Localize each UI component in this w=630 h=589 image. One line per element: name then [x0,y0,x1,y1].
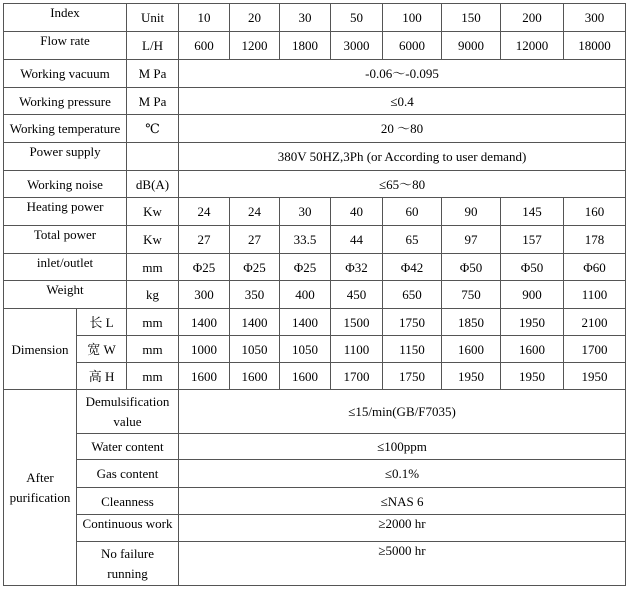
value-cell: 1050 [230,336,280,363]
value-cell: 1750 [383,309,442,336]
model-cell: 10 [179,4,230,32]
value-cell: 1750 [383,363,442,390]
table-row [4,309,626,336]
unit-cell: Kw [127,226,179,254]
table-row [4,4,626,32]
row-label [77,542,179,586]
after-purification-line2: purification [9,489,71,505]
unit-cell: M Pa [127,88,179,115]
row-label: inlet/outlet [4,254,127,281]
model-cell: 300 [564,4,626,32]
model-cell: 100 [383,4,442,32]
value-cell: 44 [331,226,383,254]
value-cell: 20 ～80 [179,115,626,143]
table-row [4,198,626,226]
value-cell: 97 [442,226,501,254]
unit-cell: mm [127,254,179,281]
table-row [4,434,626,460]
value-cell: 24 [179,198,230,226]
value-cell: Φ32 [331,254,383,281]
model-cell: 200 [501,4,564,32]
value-cell: 9000 [442,32,501,60]
value-cell: 1950 [442,363,501,390]
value-cell: 1700 [564,336,626,363]
row-label: Water content [77,434,179,460]
unit-label: Unit [127,4,179,32]
value-cell: Φ50 [501,254,564,281]
value-cell: 1950 [564,363,626,390]
value-cell: 1400 [280,309,331,336]
table-row [4,363,626,390]
value-cell: 750 [442,281,501,309]
table-row [4,336,626,363]
value-cell: 18000 [564,32,626,60]
value-cell: ≥5000 hr [179,542,626,586]
value-cell: Φ25 [280,254,331,281]
table-row [4,171,626,198]
value-cell: 1800 [280,32,331,60]
value-cell: 30 [280,198,331,226]
value-cell: 27 [230,226,280,254]
value-cell: 600 [179,32,230,60]
unit-cell: M Pa [127,60,179,88]
value-cell: 1600 [501,336,564,363]
value-cell: 160 [564,198,626,226]
value-cell: 178 [564,226,626,254]
value-cell: ≥2000 hr [179,515,626,542]
after-purification-line1: After [26,469,54,485]
value-cell: 400 [280,281,331,309]
unit-cell [127,143,179,171]
value-cell: 1000 [179,336,230,363]
value-cell: 1100 [331,336,383,363]
value-cell: 27 [179,226,230,254]
table-row [4,281,626,309]
row-label: Heating power [4,198,127,226]
unit-cell: dB(A) [127,171,179,198]
value-cell: Φ50 [442,254,501,281]
value-cell: 1850 [442,309,501,336]
row-label: Working pressure [4,88,127,115]
value-cell: ≤0.1% [179,460,626,488]
value-cell: 1600 [179,363,230,390]
model-cell: 150 [442,4,501,32]
row-label: Flow rate [4,32,127,60]
value-cell: 2100 [564,309,626,336]
table-row [4,254,626,281]
value-cell: 65 [383,226,442,254]
value-cell: 157 [501,226,564,254]
value-cell: 1950 [501,363,564,390]
value-cell: 1400 [230,309,280,336]
value-cell: 1700 [331,363,383,390]
value-cell: 1950 [501,309,564,336]
row-label: Working noise [4,171,127,198]
table-row [4,32,626,60]
value-cell: 12000 [501,32,564,60]
value-cell: 1400 [179,309,230,336]
model-cell: 50 [331,4,383,32]
value-cell: 350 [230,281,280,309]
row-label [77,390,179,434]
unit-cell: mm [127,363,179,390]
value-cell: Φ25 [179,254,230,281]
table-row [4,488,626,515]
unit-cell: mm [127,309,179,336]
value-cell: 3000 [331,32,383,60]
value-cell: 40 [331,198,383,226]
table-row [4,143,626,171]
value-cell: 145 [501,198,564,226]
value-cell: 650 [383,281,442,309]
value-cell: ≤65～80 [179,171,626,198]
index-label: Index [4,4,127,32]
value-cell: 1500 [331,309,383,336]
value-cell: 33.5 [280,226,331,254]
value-cell: 380V 50HZ,3Ph (or According to user demand) [179,143,626,171]
value-cell: 6000 [383,32,442,60]
unit-cell: kg [127,281,179,309]
value-cell: 60 [383,198,442,226]
unit-cell: Kw [127,198,179,226]
table-row [4,390,626,434]
value-cell: 1600 [280,363,331,390]
value-cell: 1200 [230,32,280,60]
value-cell: 1050 [280,336,331,363]
dimension-sub-label: 高 H [77,363,127,390]
model-cell: 30 [280,4,331,32]
value-cell: 450 [331,281,383,309]
no-failure-line1: No failure [100,545,155,561]
value-cell: 1600 [442,336,501,363]
table-row [4,60,626,88]
dimension-label: Dimension [4,309,77,390]
row-label: Gas content [77,460,179,488]
row-label: Power supply [4,143,127,171]
specification-table [3,3,626,586]
demulsification-line1: Demulsification [85,393,170,409]
table-row [4,542,626,586]
demulsification-line2: value [113,413,142,429]
value-cell: 1100 [564,281,626,309]
unit-cell: L/H [127,32,179,60]
value-cell: 1600 [230,363,280,390]
value-cell: 900 [501,281,564,309]
value-cell: Φ25 [230,254,280,281]
value-cell: 1150 [383,336,442,363]
dimension-sub-label: 宽 W [77,336,127,363]
row-label: Working temperature [4,115,127,143]
value-cell: ≤NAS 6 [179,488,626,515]
table-row [4,115,626,143]
model-cell: 20 [230,4,280,32]
row-label: Total power [4,226,127,254]
unit-cell: mm [127,336,179,363]
value-cell: 300 [179,281,230,309]
row-label: Continuous work [77,515,179,542]
value-cell: Φ60 [564,254,626,281]
value-cell: 90 [442,198,501,226]
row-label: Cleanness [77,488,179,515]
table-row [4,515,626,542]
row-label: Working vacuum [4,60,127,88]
table-row [4,226,626,254]
value-cell: ≤0.4 [179,88,626,115]
value-cell: ≤100ppm [179,434,626,460]
value-cell: -0.06～-0.095 [179,60,626,88]
unit-cell: ℃ [127,115,179,143]
value-cell: ≤15/min(GB/F7035) [179,390,626,434]
no-failure-line2: running [107,565,148,581]
after-purification-label [4,390,77,586]
table-row [4,460,626,488]
row-label: Weight [4,281,127,309]
table-row [4,88,626,115]
dimension-sub-label: 长 L [77,309,127,336]
value-cell: 24 [230,198,280,226]
value-cell: Φ42 [383,254,442,281]
